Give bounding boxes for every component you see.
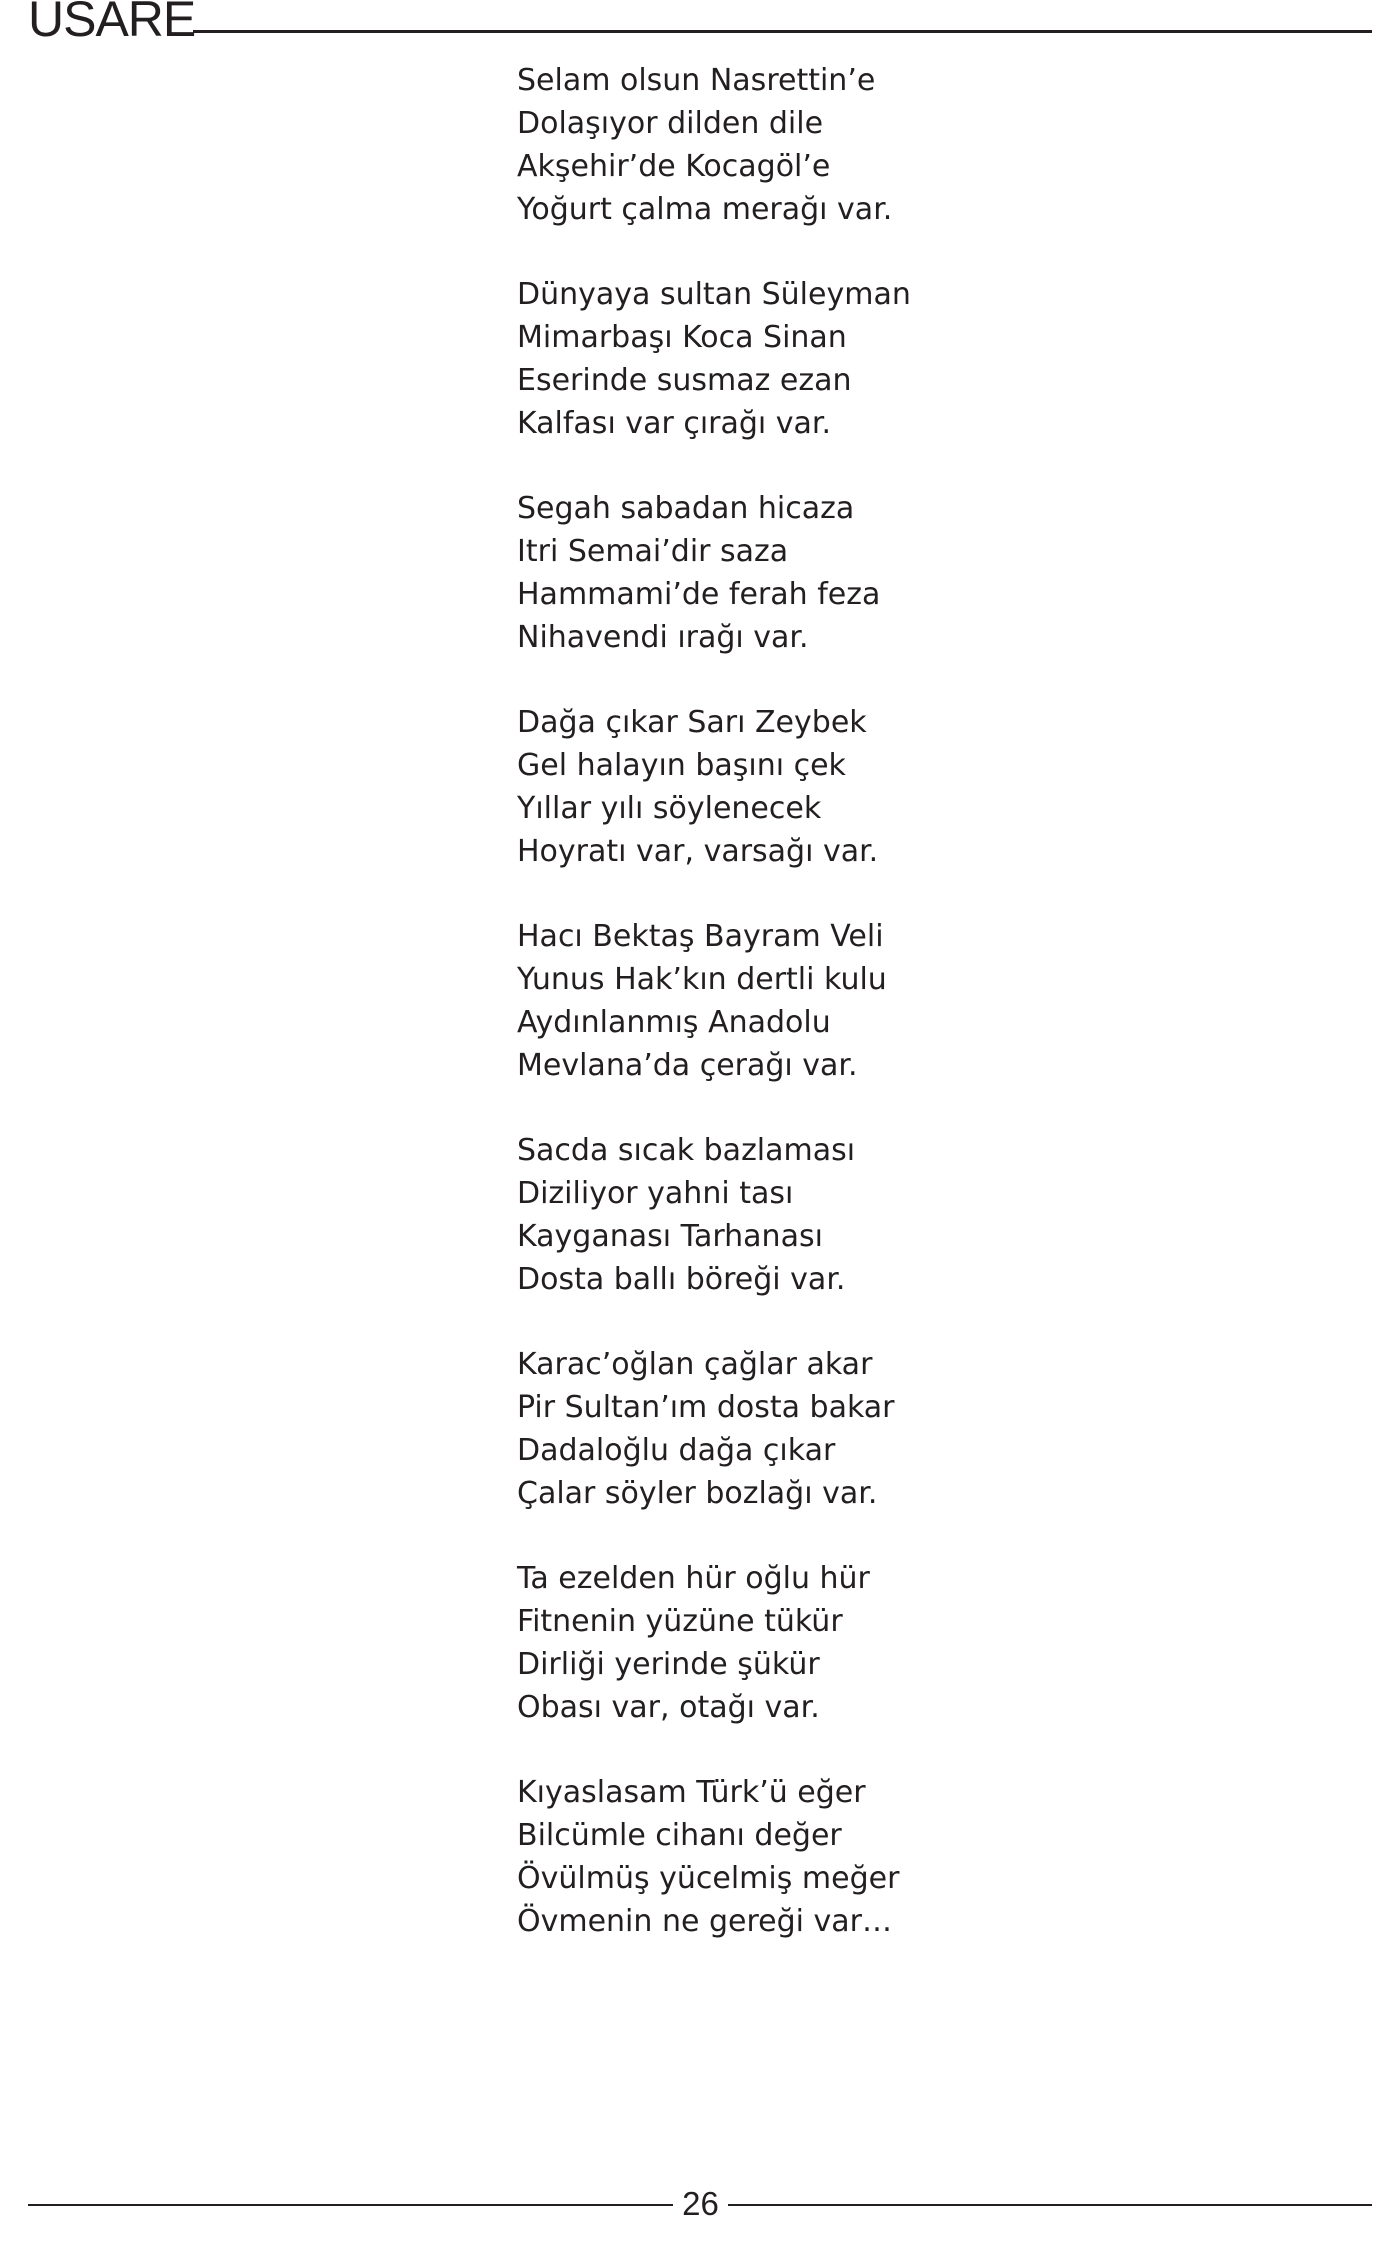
page-header — [0, 0, 1400, 60]
stanza-2 — [517, 273, 1277, 445]
poem-line: Bilcümle cihanı değer — [517, 1818, 842, 1853]
poem-line: Obası var, otağı var. — [517, 1690, 820, 1725]
poem-line: Gel halayın başını çek — [517, 748, 846, 783]
stanza-5 — [517, 915, 1277, 1087]
poem — [517, 59, 1277, 1985]
stanza-9 — [517, 1771, 1277, 1943]
poem-line: Yıllar yılı söylenecek — [517, 791, 822, 826]
poem-line: Nihavendi ırağı var. — [517, 620, 809, 655]
stanza-1 — [517, 59, 1277, 231]
poem-line: Ta ezelden hür oğlu hür — [517, 1561, 870, 1596]
running-header-title: USARE — [28, 0, 196, 47]
poem-line: Segah sabadan hicaza — [517, 491, 855, 526]
poem-line: Dağa çıkar Sarı Zeybek — [517, 705, 867, 740]
poem-line: Hoyratı var, varsağı var. — [517, 834, 879, 869]
poem-line: Övülmüş yücelmiş meğer — [517, 1861, 900, 1896]
footer-rule-right — [728, 2204, 1372, 2206]
stanza-7 — [517, 1343, 1277, 1515]
poem-line: Çalar söyler bozlağı var. — [517, 1476, 878, 1511]
poem-line: Hammami’de ferah feza — [517, 577, 881, 612]
poem-line: Selam olsun Nasrettin’e — [517, 63, 876, 98]
stanza-6 — [517, 1129, 1277, 1301]
poem-line: Akşehir’de Kocagöl’e — [517, 149, 831, 184]
poem-line: Itri Semai’dir saza — [517, 534, 789, 569]
poem-line: Yunus Hak’kın dertli kulu — [517, 962, 887, 997]
page-number: 26 — [682, 2185, 719, 2222]
poem-line: Dosta ballı böreği var. — [517, 1262, 846, 1297]
poem-line: Aydınlanmış Anadolu — [517, 1005, 831, 1040]
header-rule — [193, 30, 1372, 33]
stanza-4 — [517, 701, 1277, 873]
poem-line: Karac’oğlan çağlar akar — [517, 1347, 873, 1382]
poem-line: Övmenin ne gereği var… — [517, 1904, 892, 1939]
poem-line: Dolaşıyor dilden dile — [517, 106, 824, 141]
footer-rule-left — [28, 2204, 673, 2206]
stanza-8 — [517, 1557, 1277, 1729]
stanza-3 — [517, 487, 1277, 659]
poem-line: Hacı Bektaş Bayram Veli — [517, 919, 884, 954]
page-footer — [0, 2180, 1400, 2230]
poem-line: Mevlana’da çerağı var. — [517, 1048, 858, 1083]
poem-line: Eserinde susmaz ezan — [517, 363, 852, 398]
poem-line: Dünyaya sultan Süleyman — [517, 277, 911, 312]
poem-line: Dadaloğlu dağa çıkar — [517, 1433, 836, 1468]
poem-line: Dirliği yerinde şükür — [517, 1647, 820, 1682]
poem-line: Mimarbaşı Koca Sinan — [517, 320, 847, 355]
poem-line: Pir Sultan’ım dosta bakar — [517, 1390, 895, 1425]
poem-line: Yoğurt çalma merağı var. — [517, 192, 893, 227]
poem-line: Sacda sıcak bazlaması — [517, 1133, 856, 1168]
poem-line: Kayganası Tarhanası — [517, 1219, 823, 1254]
poem-line: Diziliyor yahni tası — [517, 1176, 794, 1211]
poem-line: Kalfası var çırağı var. — [517, 406, 832, 441]
poem-line: Fitnenin yüzüne tükür — [517, 1604, 843, 1639]
poem-line: Kıyaslasam Türk’ü eğer — [517, 1775, 866, 1810]
